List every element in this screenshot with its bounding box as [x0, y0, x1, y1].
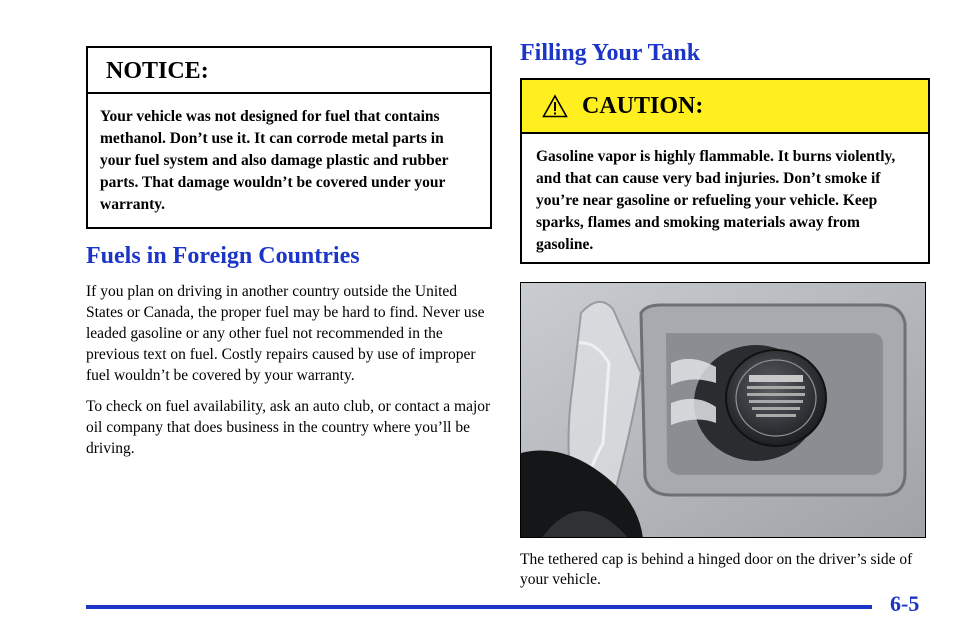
notice-body: Your vehicle was not designed for fuel that contains methanol. Don’t use it. It can corrode metal parts in your fuel system and also damage plastic and rubber parts. That damage wouldn’t be covered under your warranty. [100, 108, 449, 213]
filling-tank-heading: Filling Your Tank [520, 40, 701, 66]
caution-title: CAUTION: [582, 93, 704, 119]
footer-rule [86, 605, 872, 609]
warning-triangle-icon [542, 94, 568, 118]
foreign-fuels-paragraph-2: To check on fuel availability, ask an auto club, or contact a major oil company that does business in the country where you’ll be driving. [86, 398, 491, 457]
foreign-fuels-paragraph-1: If you plan on driving in another country outside the United States or Canada, the proper fuel may be hard to find. Never use leaded gasoline or any other fuel not recommended in the previous text on fuel. Costly repairs caused by use of improper fuel wouldn’t be covered by your warranty. [86, 283, 485, 384]
caution-header [522, 80, 928, 134]
page-number: 6-5 [890, 591, 920, 616]
caution-box [520, 78, 930, 264]
photo-caption: The tethered cap is behind a hinged door on the driver’s side of your vehicle. [520, 551, 913, 588]
notice-title: NOTICE: [88, 48, 490, 94]
left-column [86, 46, 492, 459]
right-column [520, 38, 930, 590]
fuel-cap-photo [520, 282, 926, 538]
caution-body: Gasoline vapor is highly flammable. It burns violently, and that can cause very bad injuries. Don’t smoke if you’re near gasoline or refueling your vehicle. Keep sparks, flames and smoking materials away from gasoline. [536, 148, 896, 253]
fuel-cap-illustration [521, 283, 926, 538]
foreign-fuels-heading: Fuels in Foreign Countries [86, 243, 360, 269]
notice-box [86, 46, 492, 229]
